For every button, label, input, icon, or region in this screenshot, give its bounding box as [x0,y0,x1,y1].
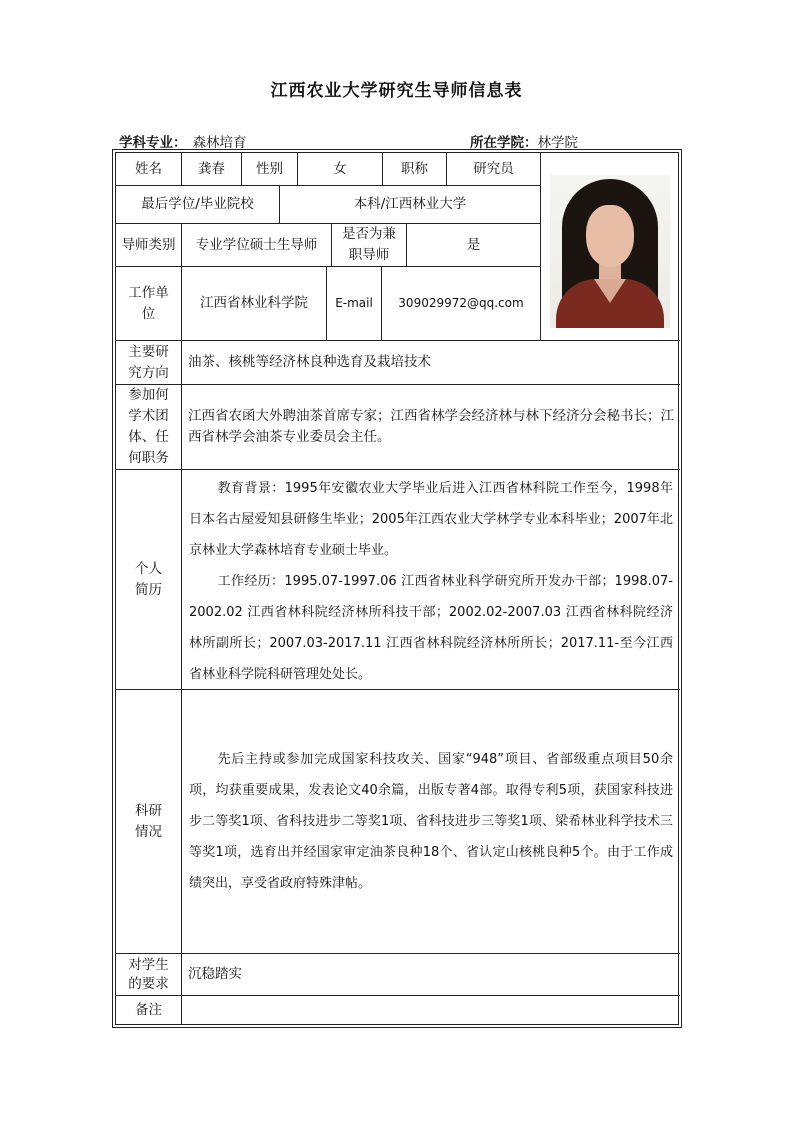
remarks-value [181,995,680,1024]
requirements-value: 沉稳踏实 [181,953,680,995]
title-value: 研究员 [446,153,540,185]
research-direction-value: 油茶、核桃等经济林良种选育及栽培技术 [181,340,680,384]
resume-work: 工作经历：1995.07-1997.06 江西省林业科学研究所开发办干部；1998.07-2002.02 江西省林科院经济林所科技干部；2002.02-2007.03 江西省林科院经济林所副所长；2007.03-2017.11 江西省林科院经济林所所长；2017.11-至今江西省林业科学院科研管理处处长。 [189,574,673,682]
email-value: 309029972@qq.com [381,266,540,340]
research-value: 先后主持或参加完成国家科技攻关、国家“948”项目、省部级重点项目50余项，均获重要成果，发表论文40余篇，出版专著4部。取得专利5项，获国家科技进步二等奖1项、省科技进步二等奖1项、省科技进步三等奖1项、梁希林业科学技术三等奖1项，选育出并经国家审定油茶良种18个、省认定山核桃良种5个。由于工作成绩突出，享受省政府特殊津帖。 [189,752,673,891]
resume-content [181,469,680,689]
degree-label: 最后学位/毕业院校 [116,185,279,223]
research-direction-label: 主要研究方向 [116,340,181,384]
research-label: 科研情况 [116,689,181,953]
academic-groups-label: 参加何学术团体、任何职务 [116,384,181,469]
name-value: 龚春 [181,153,241,185]
subject-value: 森林培育 [192,135,247,151]
college-label: 所在学院： [470,135,538,151]
resume-education: 教育背景：1995年安徽农业大学毕业后进入江西省林科院工作至今，1998年日本名古屋爱知县研修生毕业；2005年江西农业大学林学专业本科毕业；2007年北京林业大学森林培育专业硕士毕业。 [189,481,673,558]
requirements-label: 对学生的要求 [116,953,181,995]
gender-value: 女 [297,153,382,185]
gender-label: 性别 [241,153,297,185]
portrait-photo [550,175,670,328]
college-field [470,131,578,151]
remarks-label: 备注 [116,995,181,1024]
subject-label: 学科专业： [119,135,187,151]
work-unit-label: 工作单位 [116,266,181,340]
email-label: E-mail [326,266,381,340]
academic-groups-value: 江西省农函大外聘油茶首席专家；江西省林学会经济林与林下经济分会秘书长；江西省林学会油茶专业委员会主任。 [181,384,680,469]
research-content [181,689,680,953]
supervisor-type-value: 专业学位硕士生导师 [181,223,331,266]
work-unit-value: 江西省林业科学院 [181,266,326,340]
parttime-value: 是 [406,223,540,266]
resume-label: 个人简历 [116,469,181,689]
title-label: 职称 [382,153,446,185]
supervisor-type-label: 导师类别 [116,223,181,266]
college-value: 林学院 [537,135,578,151]
degree-value: 本科/江西林业大学 [279,185,540,223]
name-label: 姓名 [135,160,162,177]
document-title: 江西农业大学研究生导师信息表 [270,81,523,101]
parttime-label: 是否为兼职导师 [331,223,406,266]
subject-field [119,131,247,151]
